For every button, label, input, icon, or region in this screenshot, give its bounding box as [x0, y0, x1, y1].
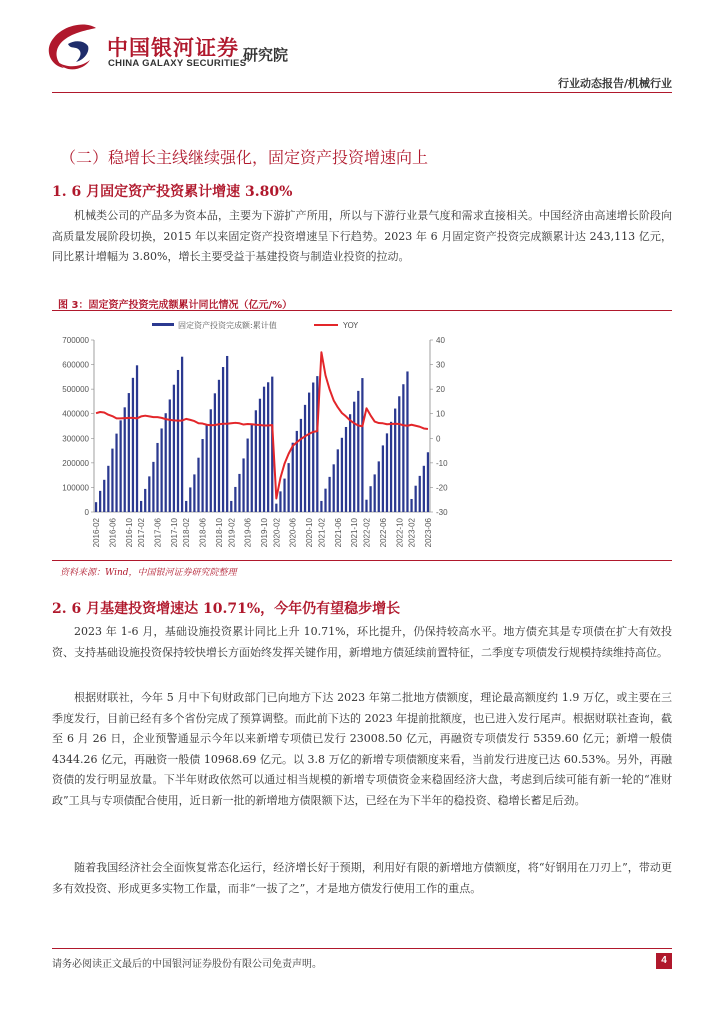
bar-2019-02 [230, 501, 232, 512]
bar-2018-03 [189, 487, 191, 512]
bar-2018-02 [185, 501, 187, 512]
bar-2021-04 [328, 477, 330, 512]
x-tick-label: 2020-02 [272, 518, 282, 548]
bar-2017-08 [165, 413, 167, 512]
bar-2022-12 [406, 371, 408, 512]
y-right-tick-label: 0 [436, 434, 441, 444]
x-tick-label: 2018-06 [198, 518, 208, 548]
bar-2023-04 [419, 476, 421, 512]
bar-2020-05 [288, 463, 290, 512]
bar-2016-08 [120, 420, 122, 512]
x-tick-label: 2023-06 [423, 518, 433, 548]
y-right-tick-label: 20 [436, 385, 445, 395]
bar-2016-03 [99, 491, 101, 512]
y-left-tick-label: 400000 [62, 409, 89, 419]
x-tick-label: 2016-10 [124, 518, 134, 548]
y-right-tick-label: -30 [436, 508, 448, 517]
x-tick-label: 2021-10 [350, 518, 360, 548]
bar-2022-07 [386, 433, 388, 512]
bar-2017-10 [173, 385, 175, 512]
y-left-tick-label: 300000 [62, 434, 89, 444]
institute-label: 研究院 [243, 46, 289, 64]
bar-2023-03 [415, 486, 417, 512]
bar-2022-11 [402, 384, 404, 512]
page-number: 4 [656, 953, 672, 969]
bar-2023-02 [410, 499, 412, 512]
bar-2022-05 [378, 461, 380, 512]
legend-label-bar: 固定资产投资完成额:累计值 [178, 321, 277, 330]
bar-2020-10 [308, 393, 310, 512]
bar-2020-11 [312, 383, 314, 512]
header-divider [52, 92, 672, 93]
x-tick-label: 2017-10 [169, 518, 179, 548]
y-right-tick-label: -20 [436, 483, 448, 493]
bar-2021-08 [345, 427, 347, 512]
subsection-title-1: 1. 6 月固定资产投资累计增速 3.80% [52, 184, 293, 200]
bar-2017-02 [140, 501, 142, 512]
bar-2018-09 [214, 393, 216, 512]
figure-source: 资料来源：Wind，中国银河证券研究院整理 [60, 568, 237, 578]
bar-2017-04 [148, 476, 150, 512]
bar-2022-03 [369, 486, 371, 512]
bar-2023-05 [423, 466, 425, 512]
bar-2019-11 [267, 382, 269, 512]
brand-name-en: CHINA GALAXY SECURITIES [108, 58, 247, 69]
section-title: （二）稳增长主线继续强化，固定资产投资增速向上 [60, 148, 429, 167]
bar-2016-12 [136, 365, 138, 512]
x-tick-label: 2023-02 [407, 518, 417, 548]
bar-2016-07 [115, 434, 117, 512]
bar-2017-12 [181, 357, 183, 512]
x-tick-label: 2016-02 [92, 518, 102, 548]
bar-2016-02 [95, 502, 97, 512]
bar-2020-12 [316, 376, 318, 512]
bar-2016-10 [128, 393, 130, 512]
x-tick-label: 2021-06 [333, 518, 343, 548]
bar-2016-04 [103, 480, 105, 512]
bar-2020-04 [283, 479, 285, 512]
y-left-tick-label: 0 [84, 508, 89, 517]
paragraph-4: 随着我国经济社会全面恢复常态化运行，经济增长好于预期，利用好有限的新增地方债额度，将“好钢用在刀刃上”，带动更多有效投资、形成更多实物工作量，而非“一拔了之”，才是地方债发行使用工作的重点。 [52, 861, 672, 895]
bar-2019-03 [234, 487, 236, 512]
subsection-title-2: 2. 6 月基建投资增速达 10.71%，今年仍有望稳步增长 [52, 601, 401, 617]
bar-2019-09 [259, 399, 261, 512]
bar-2018-10 [218, 380, 220, 512]
paragraph-3: 根据财联社，今年 5 月中下旬财政部门已向地方下达 2023 年第二批地方债额度，理论最高额度约 1.9 万亿，或主要在三季度发行，目前已经有多个省份完成了预算调整。而此前下达的 2023 年提前批额度，也已进入发行尾声。根据财联社查询，截至 6 月 26 日，企业预警通显示今年以来新增专项债已发行 23008.50 亿元，再融资专项债发行 5359.60 亿元；新增一般债 4344.26 亿元，再融资一般债 10968.69 亿元。以 3.8 万亿的新增专项债额度来看，当前发行进度已达 60.53%。另外，再融资债的发行明显放量。下半年财政依然可以通过相当规模的新增专项债资金来稳固经济大盘，考虑到后续可能有新一轮的“准财政”工具与专项债配合使用，近日新一批的新增地方债限额下达，已经在为下半年的稳投资、稳增长蓄足后劲。 [52, 691, 672, 807]
bar-2021-05 [333, 464, 335, 512]
bar-2016-06 [111, 449, 113, 512]
bar-2017-06 [156, 443, 158, 512]
figure-bottom-rule [52, 560, 672, 561]
x-tick-label: 2019-06 [243, 518, 253, 548]
x-tick-label: 2019-10 [260, 518, 270, 548]
paragraph-2: 2023 年 1-6 月，基础设施投资累计同比上升 10.71%，环比提升，仍保持较高水平。地方债充其是专项债在扩大有效投资、支持基础设施投资保持较快增长方面始终发挥关键作用，新增地方债延续前置特征，二季度专项债发行规模持续维持高位。 [52, 625, 672, 659]
x-tick-label: 2018-10 [214, 518, 224, 548]
y-right-tick-label: 40 [436, 336, 445, 345]
paragraph-1: 机械类公司的产品多为资本品，主要为下游扩产所用，所以与下游行业景气度和需求直接相关。中国经济由高速增长阶段向高质量发展阶段切换，2015 年以来固定资产投资增速呈下行趋势。2023 年 6 月固定资产投资完成额累计达 243,113 亿元，同比累计增幅为 3.80%，增长主要受益于基建投资与制造业投资的拉动。 [52, 209, 672, 263]
bar-2022-04 [374, 474, 376, 512]
bar-2019-07 [251, 425, 253, 512]
footer-disclaimer: 请务必阅读正文最后的中国银河证券股份有限公司免责声明。 [52, 959, 322, 970]
brand-name-cn: 中国银河证券 [107, 36, 239, 60]
x-tick-label: 2017-02 [137, 518, 147, 548]
x-tick-label: 2019-02 [227, 518, 237, 548]
bar-2018-06 [201, 439, 203, 512]
bar-2017-07 [160, 428, 162, 512]
x-tick-label: 2022-10 [395, 518, 405, 548]
bar-2022-10 [398, 396, 400, 512]
figure-top-rule [52, 310, 672, 311]
x-tick-label: 2017-06 [153, 518, 163, 548]
legend-swatch-bar [152, 323, 174, 326]
bar-2021-10 [353, 402, 355, 512]
y-left-tick-label: 700000 [62, 336, 89, 345]
x-tick-label: 2018-02 [182, 518, 192, 548]
bar-2017-11 [177, 370, 179, 512]
y-left-tick-label: 100000 [62, 483, 89, 493]
bar-2017-09 [169, 399, 171, 512]
x-tick-label: 2022-06 [378, 518, 388, 548]
bar-2021-02 [320, 501, 322, 512]
bar-2022-02 [365, 500, 367, 512]
bar-2017-05 [152, 462, 154, 512]
bar-2021-07 [341, 438, 343, 512]
bar-2020-08 [300, 419, 302, 512]
bar-2020-03 [279, 491, 281, 512]
bar-2020-06 [292, 443, 294, 512]
bar-2017-03 [144, 489, 146, 512]
bar-2018-11 [222, 367, 224, 512]
bar-2021-03 [324, 489, 326, 512]
legend-label-line: YOY [343, 321, 359, 330]
galaxy-logo-icon [44, 22, 102, 72]
bar-2021-11 [357, 391, 359, 512]
bar-2023-06 [427, 452, 429, 512]
bar-2020-09 [304, 405, 306, 512]
y-left-tick-label: 200000 [62, 458, 89, 468]
fixed-asset-investment-chart [52, 313, 672, 558]
x-tick-label: 2020-06 [288, 518, 298, 548]
footer-divider [52, 948, 672, 949]
report-type: 行业动态报告/机械行业 [557, 77, 672, 90]
bar-2022-06 [382, 445, 384, 512]
bar-2021-12 [361, 378, 363, 512]
bar-2019-04 [238, 474, 240, 512]
figure-title: 图 3：固定资产投资完成额累计同比情况（亿元/%） [58, 300, 293, 311]
bar-2021-09 [349, 414, 351, 512]
y-right-tick-label: 30 [436, 360, 445, 370]
bar-2016-11 [132, 378, 134, 512]
bar-2016-05 [107, 466, 109, 512]
bar-2018-05 [197, 458, 199, 512]
bar-2018-07 [206, 424, 208, 512]
bar-2016-09 [124, 407, 126, 512]
bar-2019-10 [263, 387, 265, 512]
y-left-tick-label: 500000 [62, 385, 89, 395]
y-right-tick-label: -10 [436, 458, 448, 468]
x-tick-label: 2016-06 [108, 518, 118, 548]
bar-2022-08 [390, 422, 392, 512]
y-left-tick-label: 600000 [62, 360, 89, 370]
bar-2021-06 [337, 449, 339, 512]
bar-2018-12 [226, 356, 228, 512]
y-right-tick-label: 10 [436, 409, 445, 419]
x-tick-label: 2020-10 [305, 518, 315, 548]
x-tick-label: 2022-02 [362, 518, 372, 548]
chart-legend [152, 320, 358, 330]
x-tick-label: 2021-02 [317, 518, 327, 548]
bar-2019-05 [242, 458, 244, 512]
bar-2018-04 [193, 474, 195, 512]
bar-2020-02 [275, 504, 277, 512]
bar-2019-06 [247, 439, 249, 512]
